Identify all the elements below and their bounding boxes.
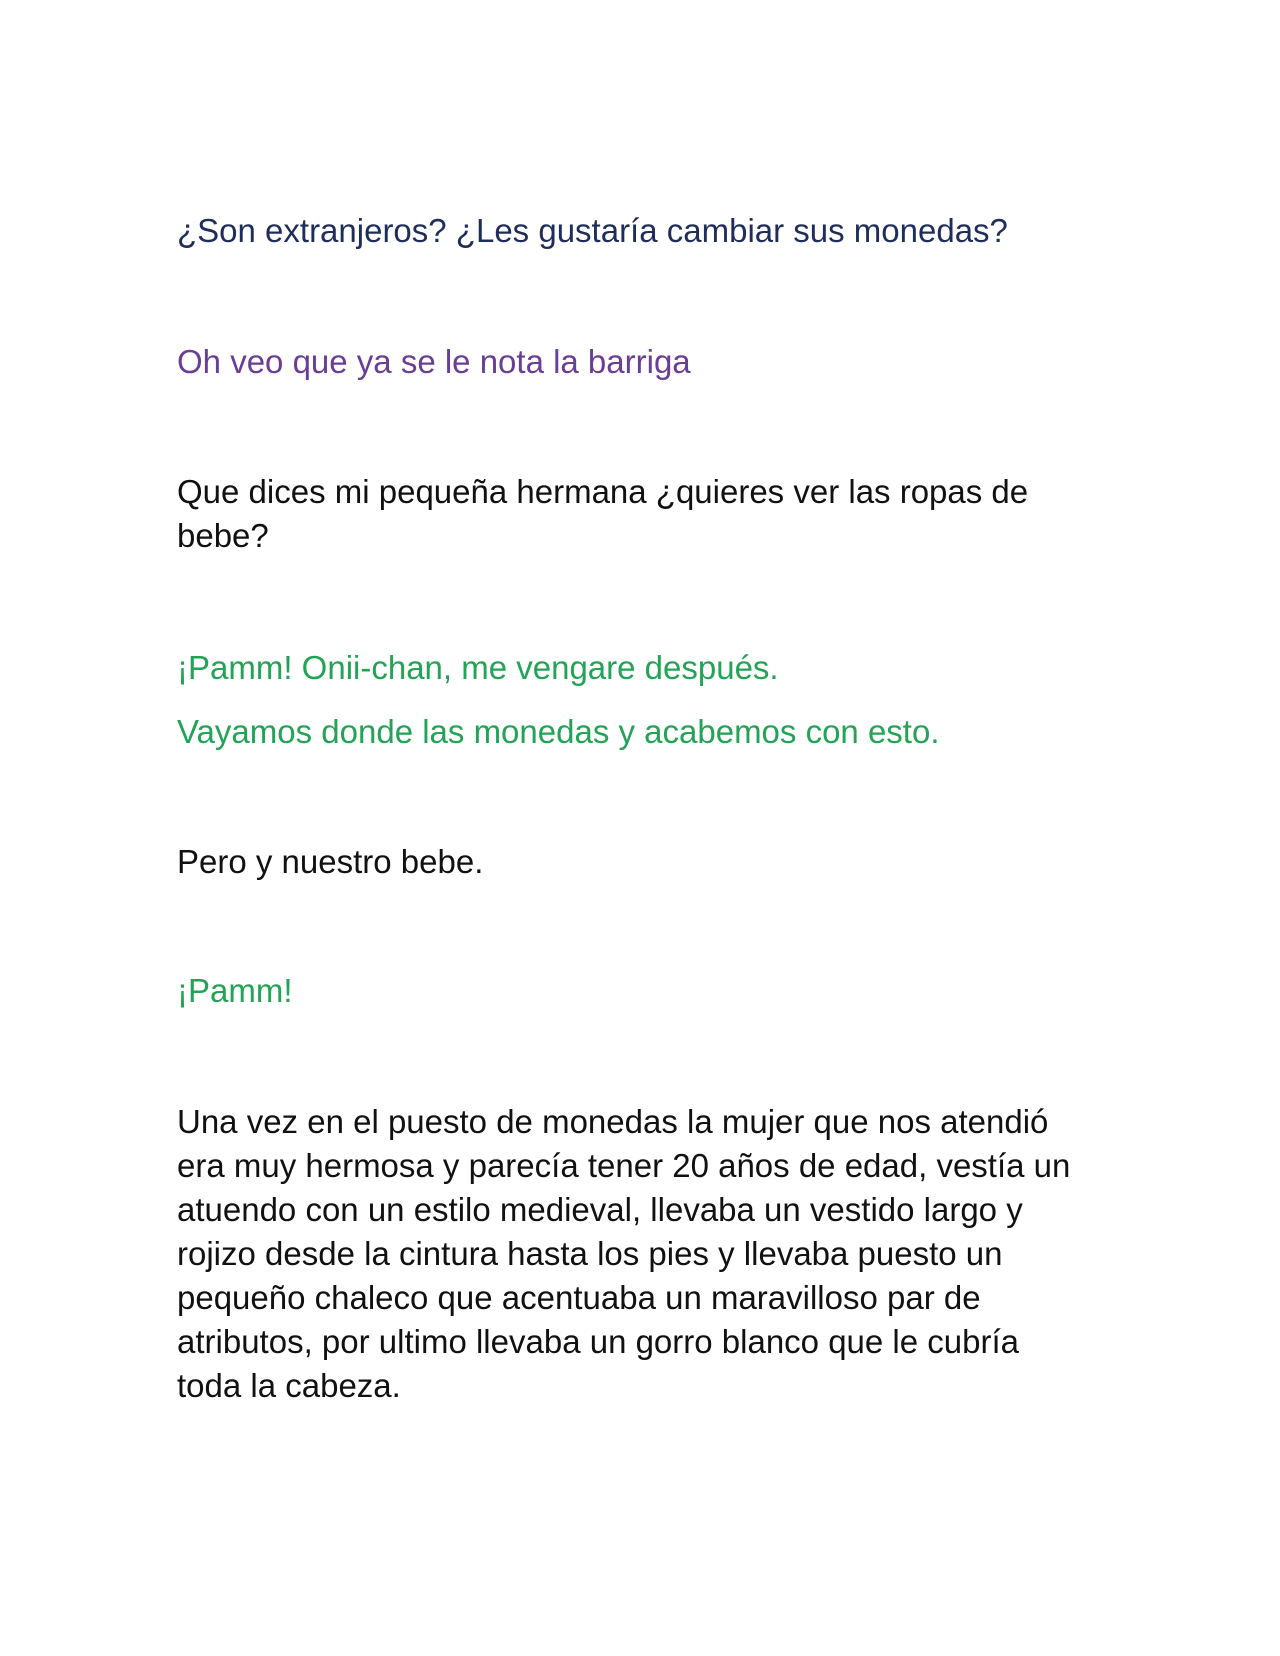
text-line: bebe? bbox=[177, 517, 269, 554]
dialogue-line-our-baby: Pero y nuestro bebe. bbox=[177, 843, 484, 880]
text-line: era muy hermosa y parecía tener 20 años de edad, vestía un bbox=[177, 1147, 1071, 1184]
dialogue-line-foreigners: ¿Son extranjeros? ¿Les gustaría cambiar sus monedas? bbox=[177, 212, 1008, 249]
text-line: atuendo con un estilo medieval, llevaba un vestido largo y bbox=[177, 1191, 1023, 1228]
dialogue-line-baby-clothes bbox=[177, 470, 1097, 558]
dialogue-line-revenge: ¡Pamm! Onii-chan, me vengare después. bbox=[177, 649, 779, 686]
narration-paragraph bbox=[177, 1100, 1097, 1408]
text-line: Una vez en el puesto de monedas la mujer que nos atendió bbox=[177, 1103, 1049, 1140]
text-line: toda la cabeza. bbox=[177, 1367, 401, 1404]
dialogue-line-pamm: ¡Pamm! bbox=[177, 972, 293, 1009]
dialogue-line-belly: Oh veo que ya se le nota la barriga bbox=[177, 343, 691, 380]
text-line: atributos, por ultimo llevaba un gorro blanco que le cubría bbox=[177, 1323, 1019, 1360]
text-line: pequeño chaleco que acentuaba un maravilloso par de bbox=[177, 1279, 981, 1316]
dialogue-line-go-coins: Vayamos donde las monedas y acabemos con esto. bbox=[177, 713, 940, 750]
text-line: Que dices mi pequeña hermana ¿quieres ver las ropas de bbox=[177, 473, 1029, 510]
text-line: rojizo desde la cintura hasta los pies y llevaba puesto un bbox=[177, 1235, 1003, 1272]
